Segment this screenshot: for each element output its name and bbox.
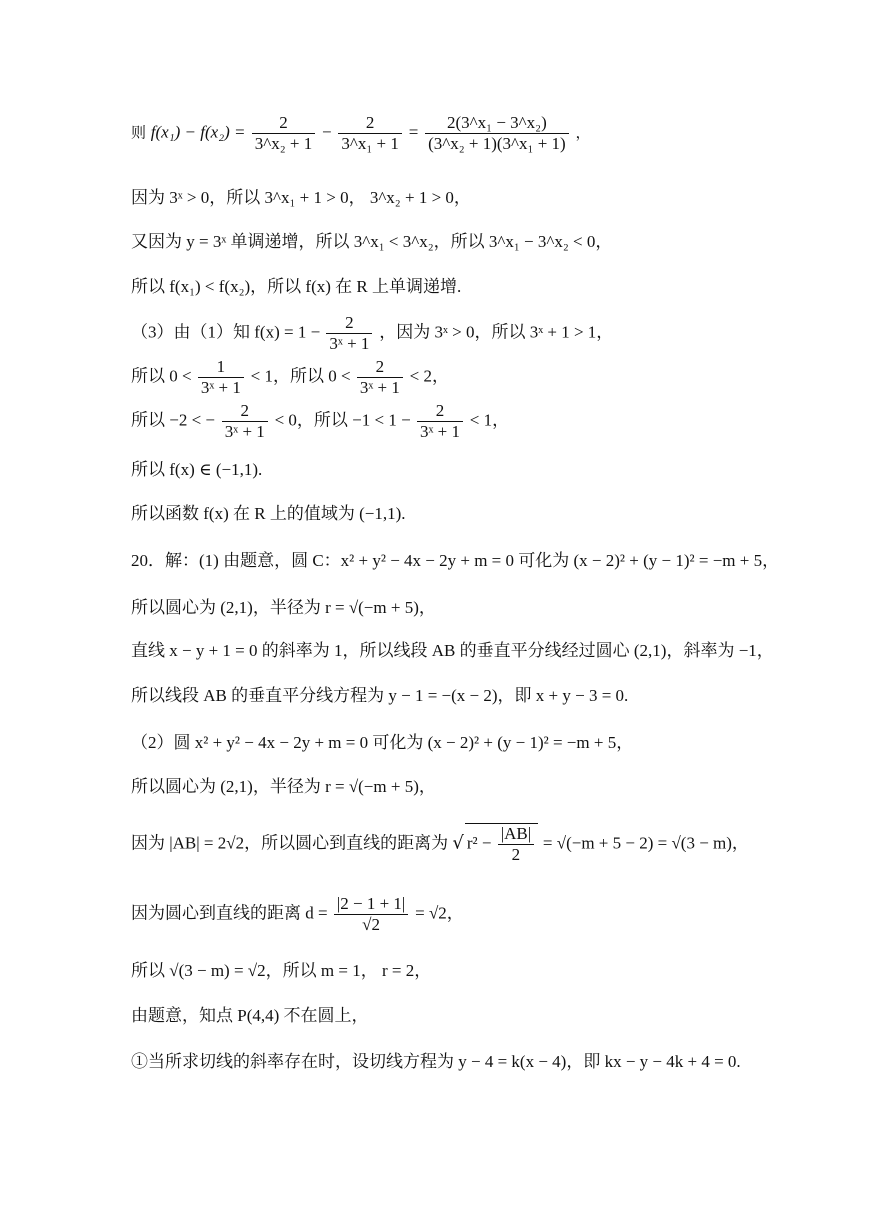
line-20: ①当所求切线的斜率存在时，设切线方程为 y − 4 = k(x − 4)，即 kx − y − 4k + 4 = 0. bbox=[131, 1052, 741, 1071]
fraction: $\frac{\text{2(3\textasciicircum{}x₁ − 3\textasciicircum{}x₂)}}{\text{(3\textasciicircum{}x₂ + 1)(3\textasciicircum{}x₁ + 1)}}$ bbox=[425, 113, 569, 154]
line-15: 所以圆心为 (2,1)，半径为 r = √(−m + 5)， bbox=[131, 777, 436, 796]
line-8: 所以 f(x) ∈ (−1,1). bbox=[131, 460, 263, 479]
radical-icon: √ bbox=[452, 832, 464, 854]
fraction: $\frac{2}{\text{3ˣ + 1}}$ bbox=[417, 401, 463, 442]
line-17: 因为圆心到直线的距离 d = $\frac{|2 - 1 + 1|}{√2}$ = √2， bbox=[131, 894, 464, 934]
line-9: 所以函数 f(x) 在 R 上的值域为 (−1,1). bbox=[131, 504, 406, 523]
line-14: （2）圆 x² + y² − 4x − 2y + m = 0 可化为 (x − 2)² + (y − 1)² = −m + 5， bbox=[131, 733, 634, 752]
line-13: 所以线段 AB 的垂直平分线方程为 y − 1 = −(x − 2)，即 x + y − 3 = 0. bbox=[131, 686, 629, 705]
line-7: 所以 −2 < − $\frac{2}{\text{3ˣ + 1}}$ < 0，所以 −1 < 1 − $\frac{2}{\text{3ˣ + 1}}$ < 1， bbox=[131, 401, 510, 441]
radicand: r² − $\frac{|AB|}{2}$ bbox=[465, 823, 538, 865]
fraction: $\frac{|AB|}{2}$ bbox=[498, 824, 534, 865]
line-2: 因为 3ˣ > 0，所以 3^x₁ + 1 > 0， 3^x₂ + 1 > 0， bbox=[131, 188, 471, 207]
fraction: $\frac{1}{\text{3ˣ + 1}}$ bbox=[198, 357, 244, 398]
line-1: 则 f(x₁) − f(x₂) = $\frac{2}{\text{3\textasciicircum{}x₂ + 1}}$ − $\frac{2}{\text{3\textasciicircum{}x₁ + 1}}$ = $\frac{\text{2(3\textasciicircum{}x₁ − 3\textasciicircum{}x₂)}}{\text{(3\textasciicircum{}x₂ + 1)(3\textasciicircum{}x₁ + 1)}}$ ， bbox=[131, 113, 591, 153]
fraction: $\frac{2}{\text{3ˣ + 1}}$ bbox=[222, 401, 268, 442]
line-6: 所以 0 < $\frac{1}{\text{3ˣ + 1}}$ < 1，所以 0 < $\frac{2}{\text{3ˣ + 1}}$ < 2， bbox=[131, 357, 449, 397]
line-11: 所以圆心为 (2,1)，半径为 r = √(−m + 5)， bbox=[131, 598, 436, 617]
line-3: 又因为 y = 3ˣ 单调递增，所以 3^x₁ < 3^x₂，所以 3^x₁ − 3^x₂ < 0， bbox=[131, 232, 613, 251]
line-12: 直线 x − y + 1 = 0 的斜率为 1，所以线段 AB 的垂直平分线经过圆心 (2,1)，斜率为 −1， bbox=[131, 641, 774, 660]
line-10: 20．解：(1) 由题意，圆 C：x² + y² − 4x − 2y + m = 0 可化为 (x − 2)² + (y − 1)² = −m + 5， bbox=[131, 551, 780, 570]
line-4: 所以 f(x₁) < f(x₂)，所以 f(x) 在 R 上单调递增. bbox=[131, 277, 462, 296]
fraction: $\frac{|2 - 1 + 1|}{√2}$ bbox=[334, 894, 408, 935]
fraction: $\frac{2}{\text{3\textasciicircum{}x₂ + 1}}$ bbox=[252, 113, 316, 154]
fraction: $\frac{2}{\text{3ˣ + 1}}$ bbox=[326, 313, 372, 354]
fraction: $\frac{2}{\text{3\textasciicircum{}x₁ + 1}}$ bbox=[338, 113, 402, 154]
line-5: （3）由（1）知 f(x) = 1 − $\frac{2}{\text{3ˣ + 1}}$ ，因为 3ˣ > 0，所以 3ˣ + 1 > 1， bbox=[131, 313, 614, 353]
line-16: 因为 |AB| = 2√2，所以圆心到直线的距离为 √ r² − $\frac{|AB|}{2}$ = √(−m + 5 − 2) = √(3 − m)， bbox=[131, 824, 749, 864]
fraction: $\frac{2}{\text{3ˣ + 1}}$ bbox=[357, 357, 403, 398]
line-19: 由题意，知点 P(4,4) 不在圆上， bbox=[131, 1006, 369, 1025]
line-18: 所以 √(3 − m) = √2，所以 m = 1， r = 2， bbox=[131, 961, 432, 980]
